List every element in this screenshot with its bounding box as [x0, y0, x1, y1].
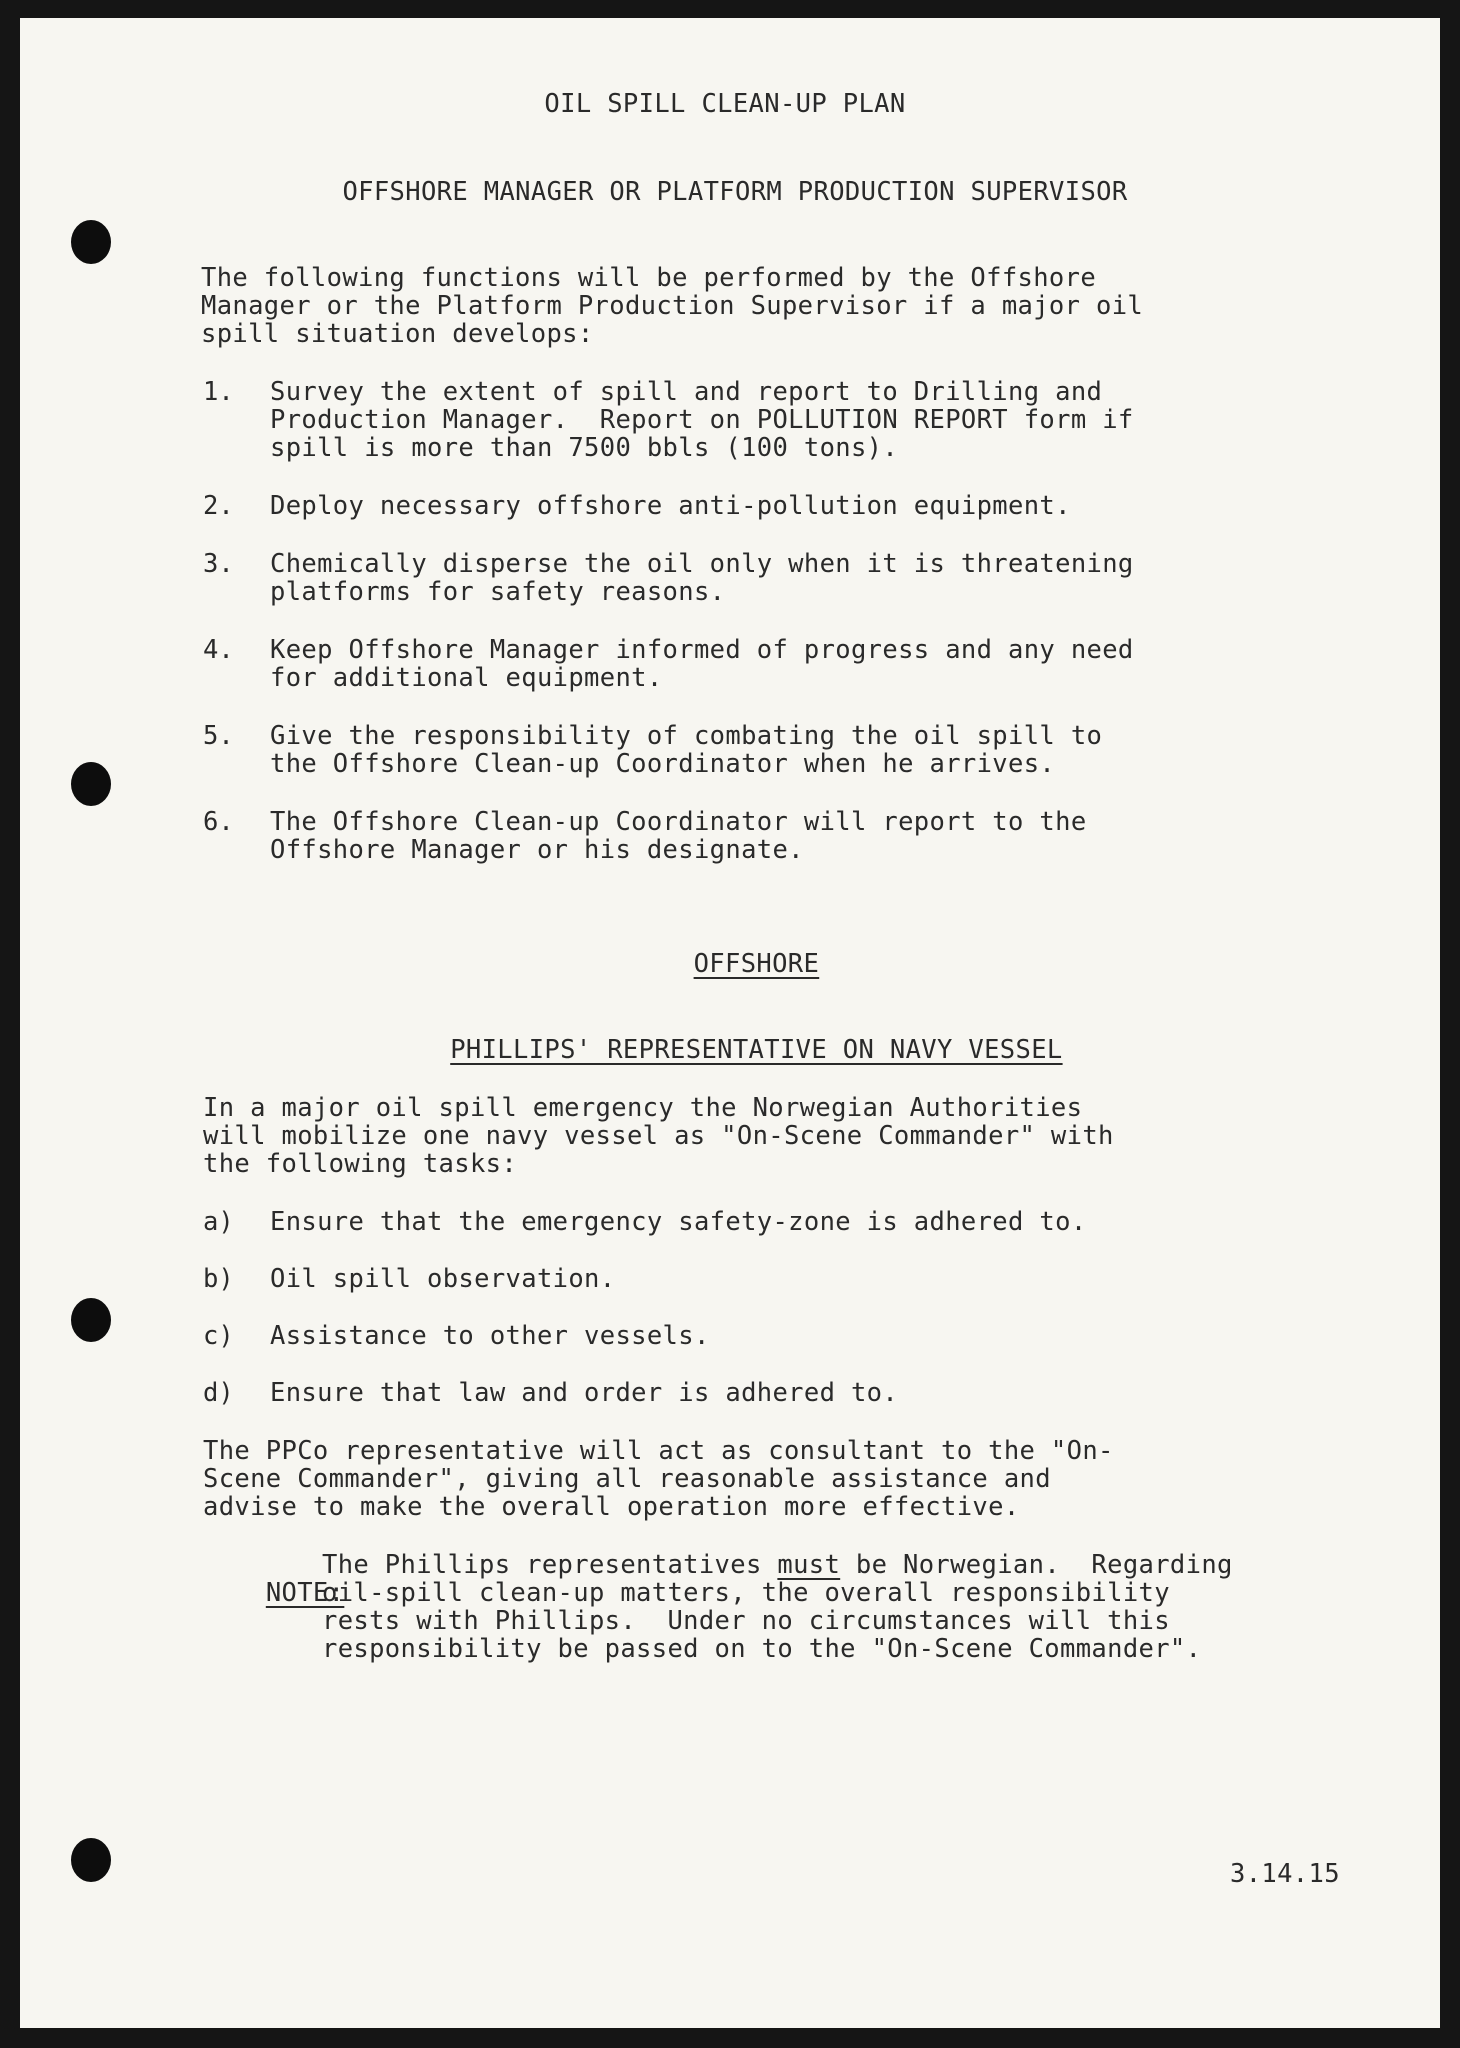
note-text: The Phillips representatives	[322, 1550, 778, 1580]
intro-line: spill situation develops:	[201, 319, 594, 349]
item-number: 4.	[203, 635, 234, 665]
punch-hole	[71, 1298, 111, 1342]
item-line: platforms for safety reasons.	[270, 577, 726, 607]
consultant-line: advise to make the overall operation more effective.	[203, 1492, 1020, 1522]
consultant-line: Scene Commander", giving all reasonable assistance and	[203, 1464, 1051, 1494]
item-line: spill is more than 7500 bbls (100 tons).	[270, 433, 899, 463]
task-text: Assistance to other vessels.	[270, 1321, 710, 1351]
section-heading-phillips-representative-text: PHILLIPS' REPRESENTATIVE ON NAVY VESSEL	[450, 1035, 1063, 1065]
item-number: 1.	[203, 377, 234, 407]
item-line: Offshore Manager or his designate.	[270, 835, 804, 865]
note-line	[322, 1551, 1233, 1579]
consultant-line: The PPCo representative will act as consultant to the "On-	[203, 1436, 1114, 1466]
item-line: Give the responsibility of combating the oil spill to	[270, 721, 1103, 751]
item-line: Production Manager. Report on POLLUTION REPORT form if	[270, 405, 1134, 435]
note-text: be Norwegian. Regarding	[840, 1550, 1233, 1580]
task-letter: b)	[203, 1264, 234, 1294]
section-heading-offshore-text: OFFSHORE	[693, 949, 820, 979]
punch-hole	[71, 762, 111, 806]
punch-hole	[71, 1838, 111, 1882]
item-line: the Offshore Clean-up Coordinator when he arrives.	[270, 749, 1056, 779]
document-page	[20, 18, 1440, 2028]
page-number: 3.14.15	[1230, 1859, 1340, 1889]
item-number: 3.	[203, 549, 234, 579]
item-line: for additional equipment.	[270, 663, 663, 693]
punch-hole	[71, 220, 111, 264]
section-heading-offshore	[20, 922, 1430, 1006]
item-number: 5.	[203, 721, 234, 751]
section-heading-offshore-manager: OFFSHORE MANAGER OR PLATFORM PRODUCTION SUPERVISOR	[342, 177, 1128, 207]
navy-intro-line: will mobilize one navy vessel as "On-Scene Commander" with	[203, 1121, 1114, 1151]
item-number: 2.	[203, 491, 234, 521]
item-line: Keep Offshore Manager informed of progress and any need	[270, 635, 1134, 665]
note-label-text: NOTE:	[265, 1578, 345, 1608]
task-text: Ensure that law and order is adhered to.	[270, 1378, 899, 1408]
section-heading-phillips-representative	[20, 1008, 1430, 1092]
item-line: Deploy necessary offshore anti-pollution equipment.	[270, 491, 1071, 521]
navy-intro-line: the following tasks:	[203, 1149, 518, 1179]
intro-line: Manager or the Platform Production Supervisor if a major oil	[201, 291, 1144, 321]
note-line: responsibility be passed on to the "On-Scene Commander".	[322, 1634, 1202, 1664]
item-line: Survey the extent of spill and report to Drilling and	[270, 377, 1103, 407]
item-line: Chemically disperse the oil only when it is threatening	[270, 549, 1134, 579]
note-emphasis: must	[777, 1550, 841, 1580]
note-line: rests with Phillips. Under no circumstances will this	[322, 1606, 1170, 1636]
task-letter: c)	[203, 1321, 234, 1351]
task-letter: d)	[203, 1378, 234, 1408]
item-line: The Offshore Clean-up Coordinator will report to the	[270, 807, 1087, 837]
task-text: Oil spill observation.	[270, 1264, 616, 1294]
intro-line: The following functions will be performed by the Offshore	[201, 263, 1097, 293]
task-text: Ensure that the emergency safety-zone is adhered to.	[270, 1207, 1087, 1237]
document-title: OIL SPILL CLEAN-UP PLAN	[544, 89, 906, 119]
task-letter: a)	[203, 1207, 234, 1237]
item-number: 6.	[203, 807, 234, 837]
navy-intro-line: In a major oil spill emergency the Norwegian Authorities	[203, 1093, 1083, 1123]
note-line: oil-spill clean-up matters, the overall responsibility	[322, 1578, 1170, 1608]
